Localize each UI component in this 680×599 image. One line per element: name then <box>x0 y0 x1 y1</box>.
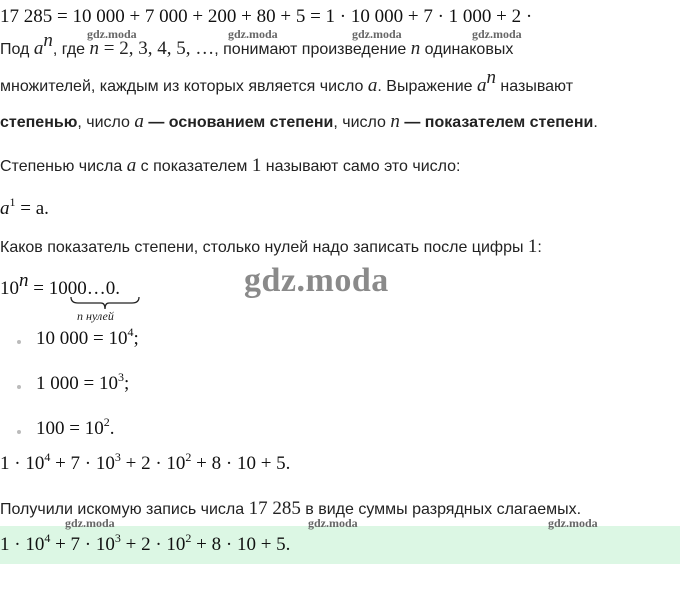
bullet-dot <box>17 340 21 344</box>
top-equation <box>0 6 532 28</box>
number: 17 285 <box>0 6 53 27</box>
watermark: gdz.moda <box>548 516 598 530</box>
watermark: gdz.moda <box>352 27 402 41</box>
watermark: gdz.moda <box>87 27 137 41</box>
question-text: Каков показатель степени, столько нулей надо записать после цифры 1: <box>0 236 542 257</box>
bullet-item: $100 = 10^2$. <box>36 415 115 439</box>
bullet-dot <box>17 430 21 434</box>
bullet-item: 1 $000 = 10^3$; <box>36 370 130 394</box>
watermark: gdz.moda <box>228 27 278 41</box>
underbrace <box>70 296 140 310</box>
rule-formula: $a^1 = a$. <box>0 195 49 219</box>
bullet-dot <box>17 385 21 389</box>
underbrace-label: n нулей <box>77 309 114 323</box>
definition-line-2: множителей, каждым из которых является число a. Выражение $a^n$ называют <box>0 67 574 96</box>
watermark: gdz.moda <box>65 516 115 530</box>
conclusion-text: Получили искомую запись числа 17 285 в виде суммы разрядных слагаемых. <box>0 498 582 519</box>
watermark: gdz.moda <box>308 516 358 530</box>
equation-rest: = 10 000 + 7 000 + 200 + 80 + 5 = 1 · 10 000 + 7 · 1 000 + 2 · <box>52 6 533 27</box>
zeros-formula: $10^n$ = 1000…0. <box>0 270 120 299</box>
watermark-large: gdz.moda <box>244 262 389 299</box>
definition-line-1: Под $a^n$, где n = 2, 3, 4, 5, …, понимают произведение n одинаковых <box>0 30 514 59</box>
definition-line-3: степенью, число a — основанием степени, число n — показателем степени. <box>0 111 598 132</box>
watermark: gdz.moda <box>472 27 522 41</box>
answer-formula: $1 \cdot 10^4 + 7 \cdot 10^3 + 2 \cdot 10^2 + 8 \cdot 10 + 5$. <box>0 531 291 555</box>
bullet-item: 10 $000 = 10^4$; <box>36 325 139 349</box>
rule-text: Степенью числа a с показателем 1 называют само это число: <box>0 155 461 176</box>
expansion-formula: $1 \cdot 10^4 + 7 \cdot 10^3 + 2 \cdot 10^2 + 8 \cdot 10 + 5$. <box>0 450 291 474</box>
